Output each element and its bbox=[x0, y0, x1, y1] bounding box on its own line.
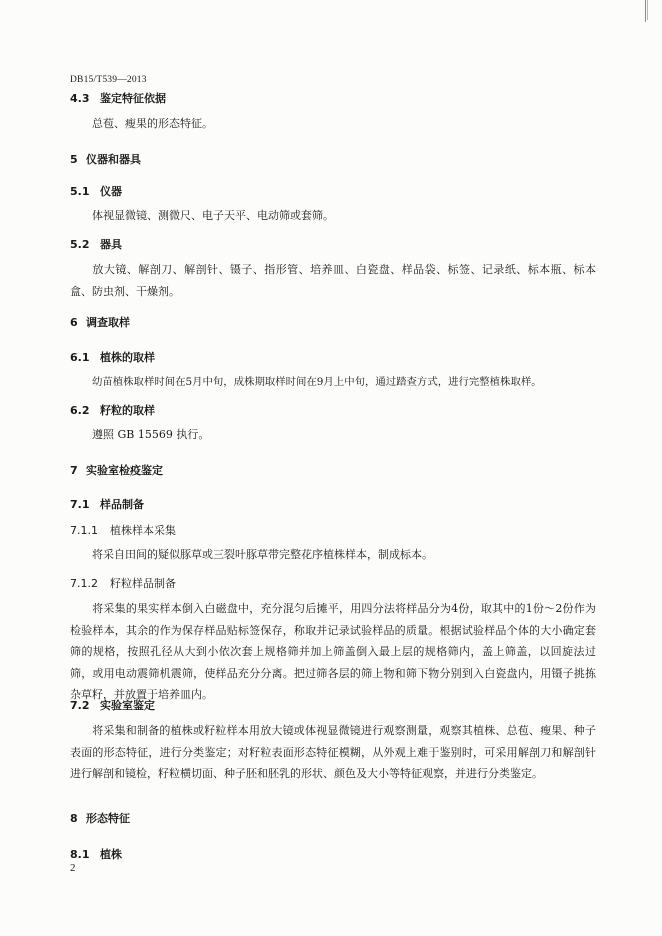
text-5-2: 放大镜、解剖刀、解剖针、镊子、指形管、培养皿、白瓷盘、样品袋、标签、记录纸、标本瓶、标本盒、防虫剂、干燥剂。 bbox=[70, 263, 596, 298]
heading-7-1-2: 7.1.2 籽粒样品制备 bbox=[70, 577, 176, 590]
text-7-2: 将采集和制备的植株或籽粒样本用放大镜或体视显微镜进行观察测量，观察其植株、总苞、瘦果、种子表面的形态特征，进行分类鉴定；对籽粒表面形态特征模糊，从外观上难于鉴别时，可采用解剖刀和解剖针进行解剖和镜检，籽粒横切面、种子胚和胚乳的形状、颜色及大小等特征观察，并进行分类鉴定。 bbox=[70, 724, 596, 780]
document-code: DB15/T539—2013 bbox=[70, 75, 147, 85]
heading-8: 8 形态特征 bbox=[70, 812, 130, 825]
heading-8-1: 8.1 植株 bbox=[70, 848, 122, 861]
text-7-1-1: 将采自田间的疑似豚草或三裂叶豚草带完整花序植株样本，制成标本。 bbox=[92, 548, 433, 561]
heading-5-1: 5.1 仪器 bbox=[70, 185, 122, 198]
text-5-1: 体视显微镜、测微尺、电子天平、电动筛或套筛。 bbox=[92, 209, 334, 222]
heading-6-2: 6.2 籽粒的取样 bbox=[70, 404, 155, 417]
text-6-2: 遵照 GB 15569 执行。 bbox=[92, 428, 210, 441]
heading-4-3: 4.3 鉴定特征依据 bbox=[70, 92, 166, 105]
scan-edge-mark bbox=[647, 0, 662, 20]
heading-5: 5 仪器和器具 bbox=[70, 153, 141, 166]
heading-7-1: 7.1 样品制备 bbox=[70, 498, 144, 511]
heading-7: 7 实验室检疫鉴定 bbox=[70, 464, 163, 477]
heading-5-2: 5.2 器具 bbox=[70, 238, 122, 251]
text-6-1: 幼苗植株取样时间在5月中旬，成株期取样时间在9月上中旬，通过踏查方式，进行完整植株取样。 bbox=[92, 376, 542, 388]
page-number: 2 bbox=[70, 862, 76, 874]
heading-6-1: 6.1 植株的取样 bbox=[70, 351, 155, 364]
heading-6: 6 调查取样 bbox=[70, 316, 130, 329]
heading-7-1-1: 7.1.1 植株样本采集 bbox=[70, 524, 176, 537]
scan-edge-line bbox=[645, 0, 646, 22]
heading-7-2: 7.2 实验室鉴定 bbox=[70, 699, 155, 712]
text-7-1-2: 将采集的果实样本倒入白磁盘中，充分混匀后摊平，用四分法将样品分为4份，取其中的1份～2份作为检验样本，其余的作为保存样品贴标签保存，称取并记录试验样品的质量。根据试验样品个体的大小确定套筛的规格，按照孔径从大到小依次套上规格筛并加上筛盖倒入最上层的规格筛内，盖上筛盖，以回旋法过筛，或用电动震筛机震筛，使样品充分分离。把过筛各层的筛上物和筛下物分别到入白瓷盘内，用镊子挑拣杂草籽，并放置于培养皿内。 bbox=[70, 602, 596, 701]
text-4-3: 总苞、瘦果的形态特征。 bbox=[92, 117, 213, 130]
